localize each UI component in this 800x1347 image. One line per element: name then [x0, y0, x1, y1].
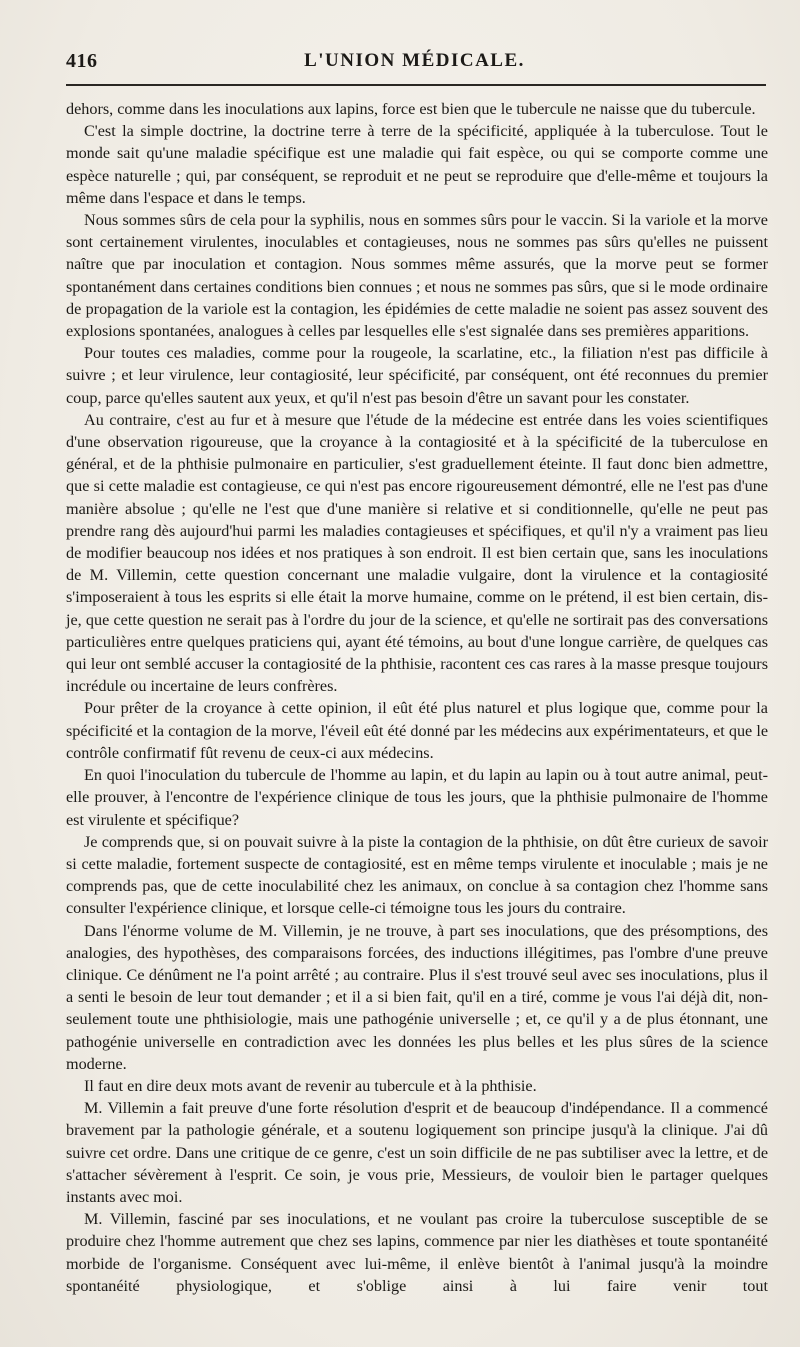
paragraph-1: dehors, comme dans les inoculations aux lapins, force est bien que le tubercule ne naisse que du tubercule.	[66, 100, 756, 118]
header-rule	[66, 84, 766, 86]
paragraph-12: M. Villemin, fasciné par ses inoculations, et ne voulant pas croire la tuberculose susceptible de se produire chez l'homme autrement que chez ses lapins, commence par nier les diathèses et toute spontanéité morbide de l'organisme. Conséquent avec lui-même, il enlève bientôt à l'animal jusqu'à la moindre spontanéité physiologique, et s'oblige ainsi à lui faire venir tout	[66, 1210, 768, 1295]
paragraph-5: Au contraire, c'est au fur et à mesure que l'étude de la médecine est entrée dans les voies scientifiques d'une observation rigoureuse, que la croyance à la contagiosité et à la spécificité de la tuberculose en général, et de la phthisie pulmonaire en particulier, s'est graduellement éteinte. Il faut donc bien admettre, que si cette maladie est contagieuse, ce qui n'est pas encore rigoureusement démontré, elle ne l'est pas d'une manière absolue ; qu'elle ne l'est que d'une manière si relative et si conditionnelle, qu'elle ne peut pas prendre rang dès aujourd'hui parmi les maladies contagieuses et spécifiques, et qu'il n'y a vraiment pas lieu de modifier beaucoup nos idées et nos pratiques à son endroit. Il est bien certain que, sans les inoculations de M. Villemin, cette question concernant une maladie vulgaire, dont la virulence et la contagiosité s'imposeraient à tous les esprits si elle était la morve humaine, comme on le prétend, il est bien certain, dis-je, que cette question ne serait pas à l'ordre du jour de la science, et qu'elle ne sortirait pas des conversations particulières entre quelques praticiens qui, ayant été témoins, au bout d'une longue carrière, de quelques cas qui leur ont semblé accuser la contagiosité de la phthisie, racontent ces cas rares à la masse presque toujours incrédule ou incertaine de leurs confrères.	[66, 410, 768, 696]
paragraph-10: Il faut en dire deux mots avant de revenir au tubercule et à la phthisie.	[84, 1076, 537, 1095]
paragraph-6: Pour prêter de la croyance à cette opinion, il eût été plus naturel et plus logique que, comme pour la spécificité et la contagion de la morve, l'éveil eût été donné par les médecins aux expérimentateurs, et que le contrôle confirmatif fût revenu de ceux-ci aux médecins.	[66, 699, 768, 762]
body-text	[66, 98, 768, 1297]
running-head	[62, 46, 767, 80]
paragraph-11: M. Villemin a fait preuve d'une forte résolution d'esprit et de beaucoup d'indépendance. Il a commencé bravement par la pathologie générale, et a soutenu logiquement son principe jusqu'à la clinique. J'ai dû suivre cet ordre. Dans une critique de ce genre, c'est un soin difficile de ne pas subtiliser avec la lettre, et de s'attacher sévèrement à l'esprit. Ce soin, je vous prie, Messieurs, de vouloir bien le partager quelques instants avec moi.	[66, 1099, 768, 1206]
page-number: 416	[66, 50, 98, 72]
paragraph-8: Je comprends que, si on pouvait suivre à la piste la contagion de la phthisie, on dût être curieux de savoir si cette maladie, fortement suspecte de contagiosité, est en même temps virulente et inoculable ; mais je ne comprends pas, que de cette inoculabilité chez les animaux, on conclue à sa contagion chez l'homme sans consulter l'expérience clinique, et lorsque celle-ci témoigne tous les jours du contraire.	[66, 832, 768, 918]
paragraph-2: C'est la simple doctrine, la doctrine terre à terre de la spécificité, appliquée à la tuberculose. Tout le monde sait qu'une maladie spécifique est une maladie qui fait espèce, ou qui se comporte comme une espèce naturelle ; qui, par conséquent, se reproduit et ne peut se reproduire que d'elle-même et toujours la même dans l'espace et dans le temps.	[66, 122, 768, 207]
paragraph-3: Nous sommes sûrs de cela pour la syphilis, nous en sommes sûrs pour le vaccin. Si la variole et la morve sont certainement virulentes, inoculables et contagieuses, nous ne sommes pas sûrs qu'elles ne puissent naître que par inoculation et contagion. Nous sommes même assurés, que la morve peut se former spontanément dans certaines conditions bien connues ; et nous ne sommes pas sûrs, que si le mode ordinaire de propagation de la variole est la contagion, les épidémies de cette maladie ne soient pas assez souvent des explosions spontanées, analogues à celles par lesquelles elle s'est signalée dans ses premières apparitions.	[66, 211, 768, 341]
journal-title: L'UNION MÉDICALE.	[304, 50, 525, 71]
paragraph-4: Pour toutes ces maladies, comme pour la rougeole, la scarlatine, etc., la filiation n'est pas difficile à suivre ; et leur virulence, leur contagiosité, leur spécificité, par conséquent, ont été reconnues du premier coup, parce qu'elles sautent aux yeux, et qu'il n'est pas besoin d'être un savant pour les constater.	[66, 344, 768, 407]
paragraph-7: En quoi l'inoculation du tubercule de l'homme au lapin, et du lapin au lapin ou à tout autre animal, peut-elle prouver, à l'encontre de l'expérience clinique de tous les jours, que la phthisie pulmonaire de l'homme est virulente et spécifique?	[66, 766, 768, 829]
paragraph-9: Dans l'énorme volume de M. Villemin, je ne trouve, à part ses inoculations, que des présomptions, des analogies, des hypothèses, des comparaisons forcées, des inductions illégitimes, pas l'ombre d'une preuve clinique. Ce dénûment ne l'a point arrêté ; au contraire. Plus il s'est trouvé seul avec ses inoculations, plus il a senti le besoin de leur tout demander ; et il a si bien fait, qu'il en a tiré, comme je vous l'ai déjà dit, non-seulement toute une phthisiologie, mais une pathogénie universelle ; et, ce qu'il y a de plus étonnant, une pathogénie universelle en contradiction avec les données les plus belles et les plus sûres de la science moderne.	[66, 921, 768, 1073]
